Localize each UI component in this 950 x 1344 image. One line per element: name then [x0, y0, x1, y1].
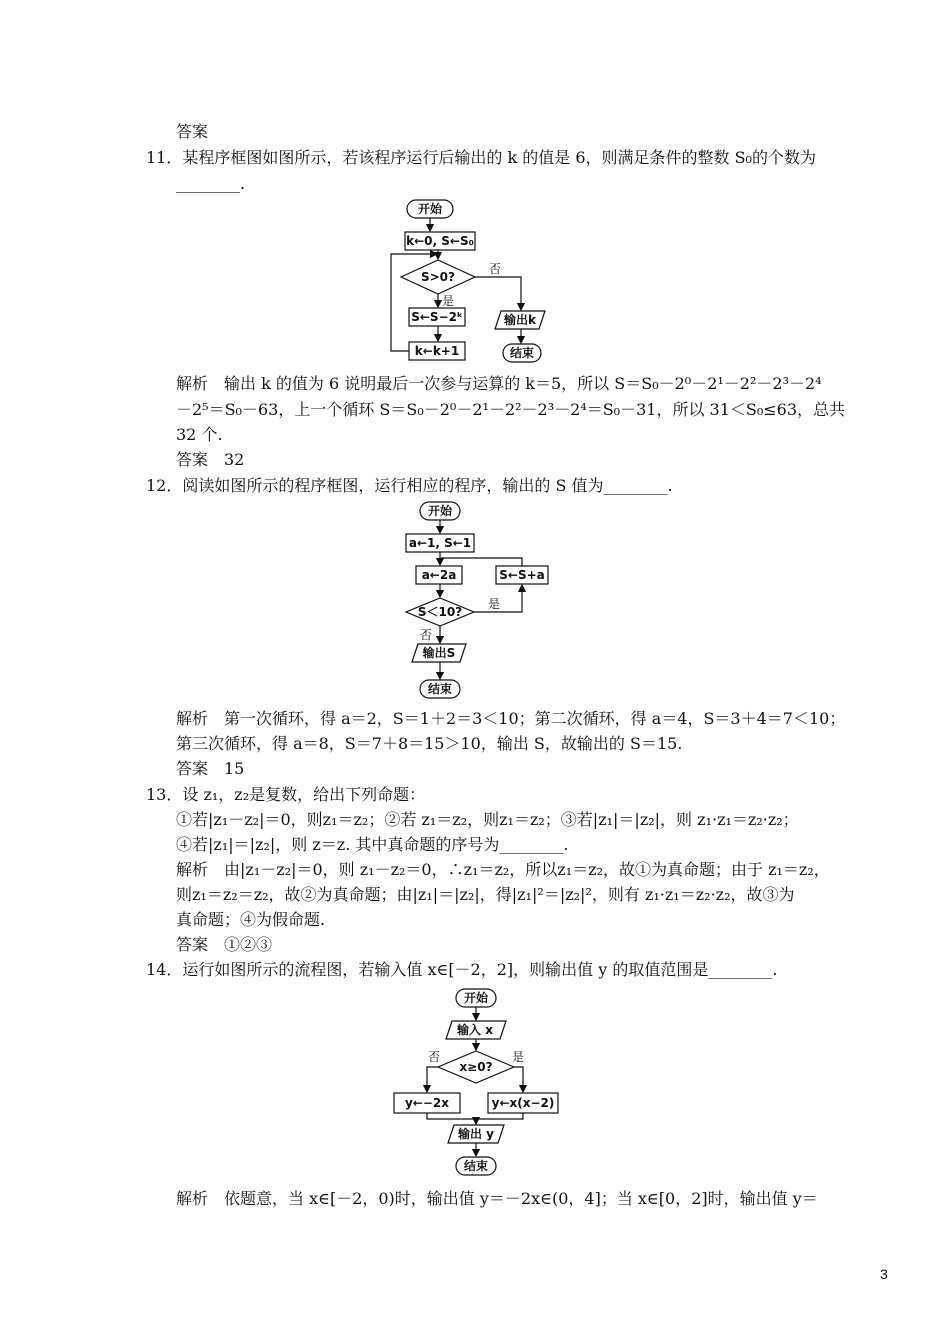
q11-blank: ________. [176, 174, 246, 193]
flow-start-label: 开始 [417, 202, 443, 216]
q12-solution-line2: 第三次循环，得 a＝8，S＝7＋8＝15＞10，输出 S，故输出的 S＝15. [176, 734, 683, 753]
q14-solution-line1: 解析 依题意，当 x∈[－2，0)时，输出值 y＝－2x∈(0，4]；当 x∈[0，2]时，输出值 y＝ [176, 1189, 818, 1208]
flow-init-label: a←1, S←1 [408, 536, 472, 550]
flow-no-label: 否 [428, 1050, 441, 1064]
flow-right-label: y←x(x−2) [491, 1096, 555, 1110]
flow-no-label: 否 [420, 628, 433, 642]
flow-update-s-label: S←S+a [499, 568, 545, 582]
flow-condition-label: S＜10? [417, 605, 463, 619]
q13-solution-line1: 解析 由|z₁－z₂|＝0，则 z₁－z₂＝0，∴z₁＝z₂，所以z₁＝z₂，故①为真命题；由于 z₁＝z₂， [176, 860, 830, 879]
q13-propositions-line1: ①若|z₁－z₂|＝0，则z₁＝z₂；②若 z₁＝z₂，则z₁＝z₂；③若|z₁|＝|z₂|，则 z₁·z₁＝z₂·z₂； [176, 810, 799, 829]
flow-update-s-label: S←S−2ᵏ [411, 310, 463, 324]
flow-condition-label: S>0? [420, 270, 456, 284]
q11-solution-line1: 解析 输出 k 的值为 6 说明最后一次参与运算的 k＝5，所以 S＝S₀－2⁰－2¹－2²－2³－2⁴ [176, 374, 822, 393]
answer-label: 答案 [176, 122, 209, 141]
flow-input-label: 输入 x [457, 1023, 493, 1037]
flow-update-a-label: a←2a [421, 568, 457, 582]
flow-update-k-label: k←k+1 [414, 344, 460, 358]
page-number: 3 [880, 1266, 888, 1282]
flow-condition-label: x≥0? [459, 1060, 493, 1074]
q11-solution-line2: －2⁵＝S₀－63，上一个循环 S＝S₀－2⁰－2¹－2²－2³－2⁴＝S₀－31，所以 31＜S₀≤63，总共 [176, 400, 846, 419]
flow-yes-label: 是 [442, 294, 455, 308]
q11-solution-line3: 32 个. [176, 425, 223, 444]
q13-propositions-line2: ④若|z₁|＝|z₂|，则 z＝z. 其中真命题的序号为________. [176, 835, 569, 854]
flow-end-label: 结束 [509, 346, 535, 360]
q12-answer: 答案 15 [176, 759, 245, 778]
flow-output-label: 输出k [504, 313, 536, 327]
flow-end-label: 结束 [463, 1159, 489, 1173]
q13-solution-line2: 则z₁＝z₂＝z₂，故②为真命题；由|z₁|＝|z₂|，得|z₁|²＝|z₂|²，则有 z₁·z₁＝z₂·z₂，故③为 [176, 885, 795, 904]
flow-output-label: 输出 y [457, 1127, 495, 1141]
flow-no-label: 否 [489, 262, 502, 276]
flow-yes-label: 是 [512, 1050, 525, 1064]
flow-init-label: k←0, S←S₀ [406, 234, 474, 248]
flow-output-label: 输出S [422, 646, 456, 660]
q13-question: 13．设 z₁，z₂是复数，给出下列命题： [146, 785, 426, 804]
flow-end-label: 结束 [427, 682, 453, 696]
q12-solution-line1: 解析 第一次循环，得 a＝2，S＝1＋2＝3＜10；第二次循环，得 a＝4，S＝3＋4＝7＜10； [176, 709, 846, 728]
q11-flowchart [385, 196, 560, 368]
q14-question: 14．运行如图所示的流程图，若输入值 x∈[－2，2]，则输出值 y 的取值范围是________. [146, 960, 778, 979]
q13-solution-line3: 真命题；④为假命题. [176, 910, 326, 929]
q12-flowchart [398, 500, 558, 702]
q13-answer: 答案 ①②③ [176, 935, 273, 954]
q12-question: 12．阅读如图所示的程序框图，运行相应的程序，输出的 S 值为________. [146, 476, 673, 495]
q11-question: 11．某程序框图如图所示，若该程序运行后输出的 k 的值是 6，则满足条件的整数 S₀的个数为 [146, 148, 816, 167]
flow-yes-label: 是 [488, 597, 501, 611]
flow-left-label: y←−2x [404, 1096, 450, 1110]
q14-flowchart [390, 985, 565, 1183]
flow-start-label: 开始 [463, 991, 489, 1005]
flow-start-label: 开始 [427, 504, 453, 518]
q11-answer: 答案 32 [176, 450, 245, 469]
